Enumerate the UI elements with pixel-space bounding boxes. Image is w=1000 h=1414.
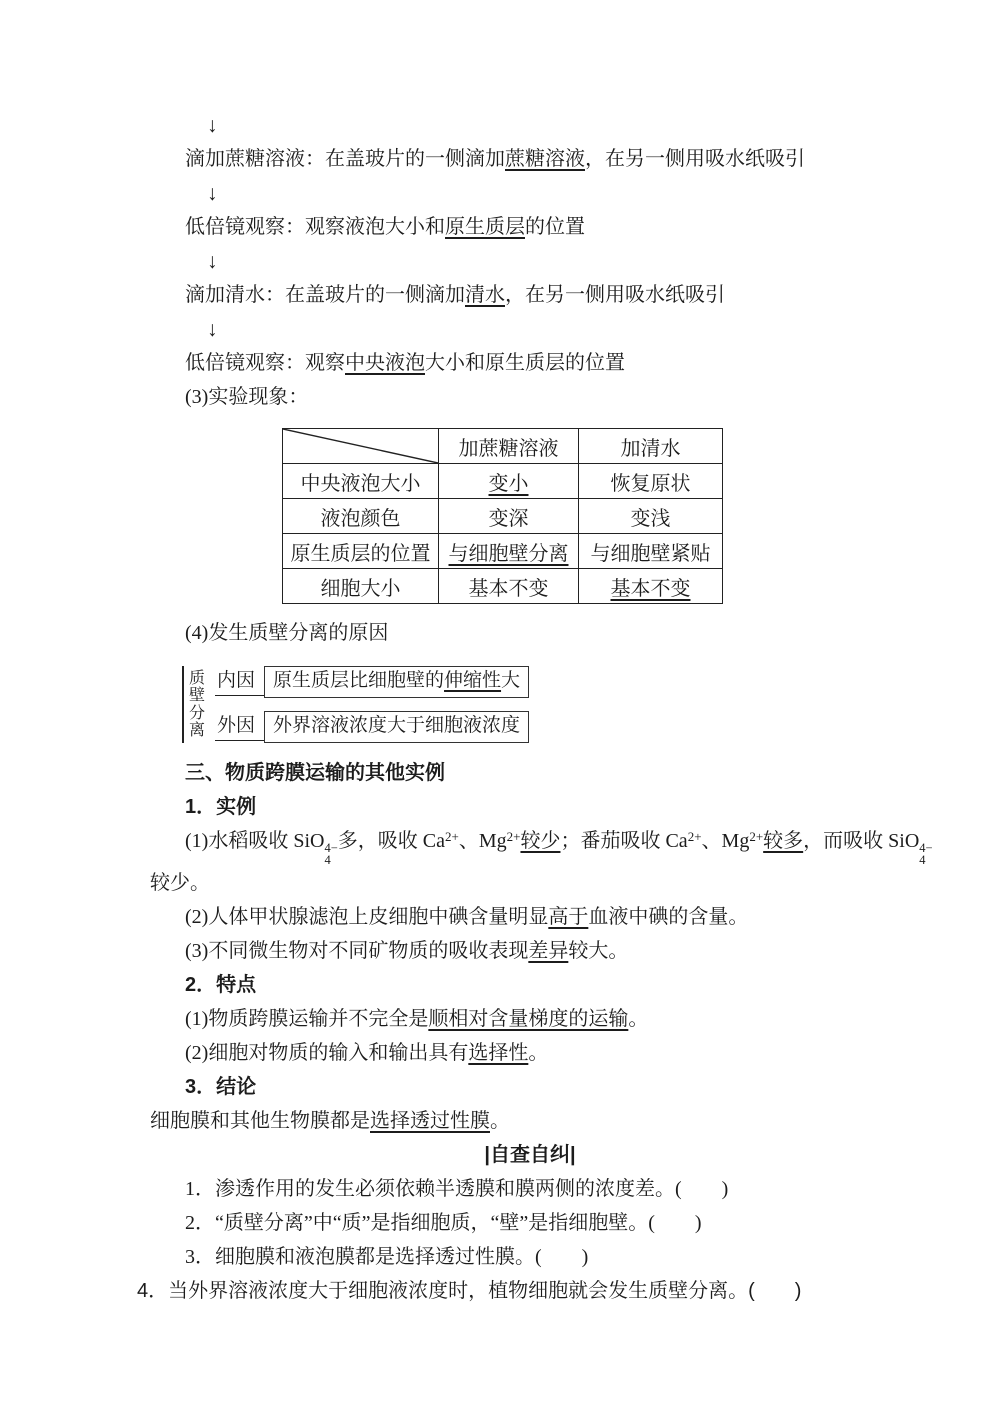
paragraph-example-3 bbox=[150, 934, 910, 968]
flow-step-water bbox=[150, 278, 910, 312]
superscript: 2+ bbox=[749, 829, 764, 844]
subheading-features: 2．特点 bbox=[185, 974, 257, 996]
underlined-term: 较多 bbox=[763, 830, 804, 852]
diagonal-line-icon bbox=[283, 429, 438, 463]
subscript: 4 bbox=[324, 852, 331, 867]
text-run: ，在另一侧用吸水纸吸引 bbox=[505, 284, 725, 306]
external-cause-row bbox=[215, 711, 529, 743]
underlined-term: 选择透过性膜 bbox=[370, 1110, 490, 1132]
question-4: 4．当外界溶液浓度大于细胞液浓度时，植物细胞就会发生质壁分离。( ) bbox=[137, 1280, 802, 1302]
down-arrow-icon: ↓ bbox=[207, 317, 218, 341]
paragraph-feature-2 bbox=[150, 1036, 910, 1070]
text-run: (1)物质跨膜运输并不完全是 bbox=[185, 1008, 429, 1030]
table-row bbox=[283, 569, 723, 604]
text-run: 的位置 bbox=[525, 216, 585, 238]
cell-water bbox=[579, 569, 723, 604]
paragraph-example-2 bbox=[150, 900, 910, 934]
text-run: 细胞膜和其他生物膜都是 bbox=[150, 1110, 370, 1132]
flow-step-observe-2 bbox=[150, 346, 910, 380]
text-run: (3)不同微生物对不同矿物质的吸收表现 bbox=[185, 940, 529, 962]
superscript: 4− bbox=[324, 841, 338, 855]
underlined-term: 原生质层 bbox=[445, 216, 525, 238]
text-run: 。 bbox=[628, 1008, 649, 1030]
underlined-term: 伸缩性 bbox=[444, 670, 502, 691]
section-heading: 三、物质跨膜运输的其他实例 bbox=[185, 762, 445, 784]
underlined-term: 较少 bbox=[520, 830, 561, 852]
ion-charge-stack bbox=[324, 843, 337, 866]
subheading-conclusion: 3．结论 bbox=[185, 1076, 257, 1098]
cell-water: 变浅 bbox=[579, 499, 723, 534]
cause-box bbox=[264, 666, 529, 698]
cell-water: 恢复原状 bbox=[579, 464, 723, 499]
paragraph-example-1 bbox=[150, 824, 933, 867]
internal-cause-row bbox=[215, 666, 529, 698]
text-run: 大 bbox=[501, 670, 521, 691]
underlined-term: 顺相对含量梯度的运输 bbox=[428, 1008, 629, 1030]
text-run: 滴加清水：在盖玻片的一侧滴加 bbox=[185, 284, 465, 306]
paragraph-feature-1 bbox=[150, 1002, 910, 1036]
down-arrow-icon: ↓ bbox=[207, 249, 218, 273]
text-run: Ca bbox=[422, 830, 445, 852]
question-3: 3．细胞膜和液泡膜都是选择透过性膜。( ) bbox=[185, 1246, 589, 1268]
cause-box bbox=[264, 711, 529, 743]
paragraph-example-1-continuation: 较少。 bbox=[150, 872, 210, 894]
item4-label: (4)发生质壁分离的原因 bbox=[185, 622, 389, 644]
table-row bbox=[283, 499, 723, 534]
column-header: 加蔗糖溶液 bbox=[439, 429, 579, 464]
text-run: SiO bbox=[293, 830, 325, 852]
underlined-term: 中央液泡 bbox=[345, 352, 425, 374]
flow-step-sucrose bbox=[150, 142, 910, 176]
text-run: 滴加蔗糖溶液：在盖玻片的一侧滴加 bbox=[185, 148, 505, 170]
column-header: 加清水 bbox=[579, 429, 723, 464]
underlined-term: 基本不变 bbox=[610, 577, 691, 600]
superscript: 2+ bbox=[506, 829, 521, 844]
table-row bbox=[283, 534, 723, 569]
cause-label: 外因 bbox=[215, 714, 264, 741]
underlined-term: 选择性 bbox=[468, 1042, 529, 1064]
page-content bbox=[137, 108, 933, 1308]
underlined-term: 高于 bbox=[548, 906, 589, 928]
cause-label: 内因 bbox=[215, 669, 264, 696]
text-run: 较大。 bbox=[568, 940, 629, 962]
underlined-term: 清水 bbox=[465, 284, 505, 306]
row-label: 液泡颜色 bbox=[283, 499, 439, 534]
text-run: ；番茄吸收 bbox=[560, 830, 666, 852]
item3-label: (3)实验现象： bbox=[185, 386, 309, 408]
cell-sucrose: 变深 bbox=[439, 499, 579, 534]
subscript: 4 bbox=[919, 852, 926, 867]
flow-step-observe-1 bbox=[150, 210, 910, 244]
ion-charge-stack bbox=[919, 843, 932, 866]
text-run: (2)细胞对物质的输入和输出具有 bbox=[185, 1042, 469, 1064]
underlined-term: 与细胞壁分离 bbox=[448, 542, 569, 565]
superscript: 4− bbox=[919, 841, 933, 855]
plasmolysis-cause-diagram bbox=[182, 666, 910, 743]
text-run: ，在另一侧用吸水纸吸引 bbox=[585, 148, 805, 170]
down-arrow-icon: ↓ bbox=[207, 113, 218, 137]
cell-sucrose bbox=[439, 464, 579, 499]
cell-water: 与细胞壁紧贴 bbox=[579, 534, 723, 569]
chem-silicate bbox=[888, 830, 933, 867]
vertical-bracket-label: 质壁分离 bbox=[189, 669, 206, 739]
subheading-examples: 1．实例 bbox=[185, 796, 257, 818]
row-label: 中央液泡大小 bbox=[283, 464, 439, 499]
text-run: SiO bbox=[888, 830, 920, 852]
text-run: 血液中碘的含量。 bbox=[588, 906, 749, 928]
superscript: 2+ bbox=[687, 829, 702, 844]
underlined-term: 变小 bbox=[488, 472, 529, 495]
row-label: 原生质层的位置 bbox=[283, 534, 439, 569]
diagonal-header-cell bbox=[283, 429, 439, 464]
cell-sucrose: 基本不变 bbox=[439, 569, 579, 604]
text-run: 大小和原生质层的位置 bbox=[425, 352, 625, 374]
text-run: (2)人体甲状腺滤泡上皮细胞中碘含量明显 bbox=[185, 906, 549, 928]
experiment-results-table bbox=[282, 428, 723, 604]
table-header-row bbox=[283, 429, 723, 464]
text-run: 原生质层比细胞壁的 bbox=[273, 670, 445, 691]
text-run: (1)水稻吸收 bbox=[185, 830, 294, 852]
chem-silicate bbox=[293, 830, 338, 867]
text-run: ，而吸收 bbox=[803, 830, 889, 852]
row-label: 细胞大小 bbox=[283, 569, 439, 604]
cell-sucrose bbox=[439, 534, 579, 569]
bracket-line bbox=[182, 666, 184, 743]
text-run: 低倍镜观察：观察 bbox=[185, 352, 345, 374]
text-run: 低倍镜观察：观察液泡大小和 bbox=[185, 216, 445, 238]
text-run: 、Mg bbox=[458, 830, 507, 852]
text-run: 多，吸收 bbox=[337, 830, 423, 852]
underlined-term: 差异 bbox=[528, 940, 569, 962]
selfcheck-heading: |自查自纠| bbox=[484, 1144, 576, 1166]
text-run: Ca bbox=[665, 830, 688, 852]
cause-rows bbox=[215, 666, 529, 743]
superscript: 2+ bbox=[444, 829, 459, 844]
text-run: 外界溶液浓度大于细胞液浓度 bbox=[273, 715, 521, 736]
text-run: 、Mg bbox=[701, 830, 750, 852]
table-row bbox=[283, 464, 723, 499]
question-2: 2．“质壁分离”中“质”是指细胞质，“壁”是指细胞壁。( ) bbox=[185, 1212, 702, 1234]
underlined-term: 蔗糖溶液 bbox=[505, 148, 585, 170]
text-run: 。 bbox=[490, 1110, 510, 1132]
paragraph-conclusion bbox=[150, 1104, 910, 1138]
question-1: 1．渗透作用的发生必须依赖半透膜和膜两侧的浓度差。( ) bbox=[185, 1178, 729, 1200]
down-arrow-icon: ↓ bbox=[207, 181, 218, 205]
text-run: 。 bbox=[528, 1042, 549, 1064]
